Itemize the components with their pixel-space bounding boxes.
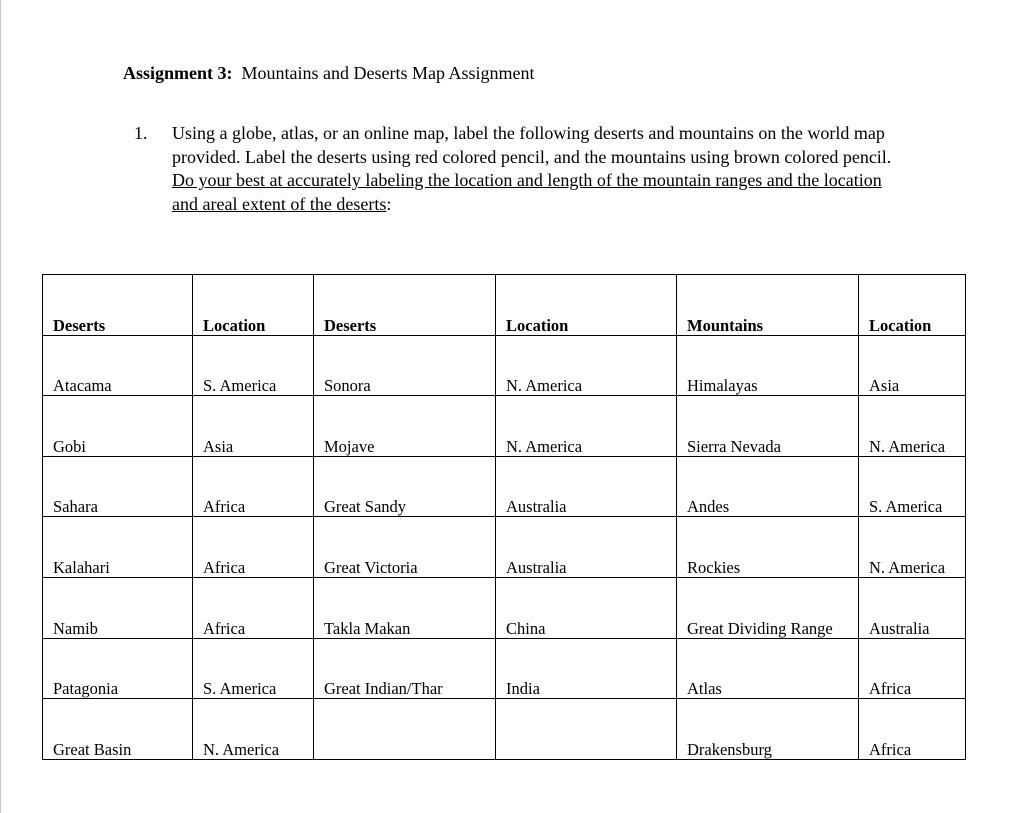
instruction-text-plain: Using a globe, atlas, or an online map, label the following deserts and mountains on the world map provided. Label the deserts using red colored pencil, and the mountains using brown colored pencil. (172, 123, 892, 167)
table-cell: Great Sandy (314, 456, 496, 517)
table-cell: Great Indian/Thar (314, 638, 496, 699)
table-cell: Kalahari (43, 517, 193, 578)
table-cell: Atacama (43, 335, 193, 396)
table-cell: India (496, 638, 677, 699)
header-cell: Location (193, 275, 314, 336)
table-cell: Africa (193, 456, 314, 517)
table-row (43, 517, 966, 578)
page-edge (0, 0, 1, 813)
table-cell: Drakensburg (677, 699, 859, 760)
table-cell: Africa (859, 638, 966, 699)
table-header-row (43, 275, 966, 336)
table-cell: Takla Makan (314, 577, 496, 638)
header-cell: Deserts (314, 275, 496, 336)
table-cell: N. America (496, 396, 677, 457)
header-cell: Deserts (43, 275, 193, 336)
table-cell: Australia (859, 577, 966, 638)
table-cell: Atlas (677, 638, 859, 699)
table-row (43, 699, 966, 760)
table-cell: Asia (193, 396, 314, 457)
table-cell: Gobi (43, 396, 193, 457)
table-cell: Africa (193, 517, 314, 578)
table-cell: Rockies (677, 517, 859, 578)
instruction-text-end: : (386, 193, 392, 214)
table-cell: Sahara (43, 456, 193, 517)
table-cell: Sonora (314, 335, 496, 396)
table-cell: Africa (193, 577, 314, 638)
table-cell: Himalayas (677, 335, 859, 396)
header-cell: Location (859, 275, 966, 336)
instruction-text (172, 122, 902, 216)
table-cell: N. America (496, 335, 677, 396)
table-cell: Great Basin (43, 699, 193, 760)
table-row (43, 577, 966, 638)
assignment-title-text: Mountains and Deserts Map Assignment (241, 63, 535, 83)
table-cell: S. America (193, 335, 314, 396)
instruction-number: 1. (134, 123, 148, 143)
table-cell: Great Victoria (314, 517, 496, 578)
table-row (43, 396, 966, 457)
table-cell: Mojave (314, 396, 496, 457)
assignment-title (123, 62, 535, 84)
table-cell: Australia (496, 456, 677, 517)
table-cell: N. America (193, 699, 314, 760)
table-cell: Africa (859, 699, 966, 760)
table-cell: Patagonia (43, 638, 193, 699)
table-cell: Great Dividing Range (677, 577, 859, 638)
table-cell: Andes (677, 456, 859, 517)
table-row (43, 638, 966, 699)
table-cell: Sierra Nevada (677, 396, 859, 457)
deserts-mountains-table (42, 274, 966, 760)
table-cell: China (496, 577, 677, 638)
table-row (43, 456, 966, 517)
table-cell (314, 699, 496, 760)
table-cell: S. America (859, 456, 966, 517)
table-cell: Asia (859, 335, 966, 396)
table-cell: N. America (859, 396, 966, 457)
table-cell: Australia (496, 517, 677, 578)
table-row (43, 335, 966, 396)
table-cell: N. America (859, 517, 966, 578)
header-cell: Mountains (677, 275, 859, 336)
table-cell: Namib (43, 577, 193, 638)
table-cell (496, 699, 677, 760)
instruction-text-underlined: Do your best at accurately labeling the location and length of the mountain ranges and the location and areal extent of the deserts (172, 170, 882, 214)
table-cell: S. America (193, 638, 314, 699)
header-cell: Location (496, 275, 677, 336)
assignment-title-bold: Assignment 3: (123, 63, 233, 83)
